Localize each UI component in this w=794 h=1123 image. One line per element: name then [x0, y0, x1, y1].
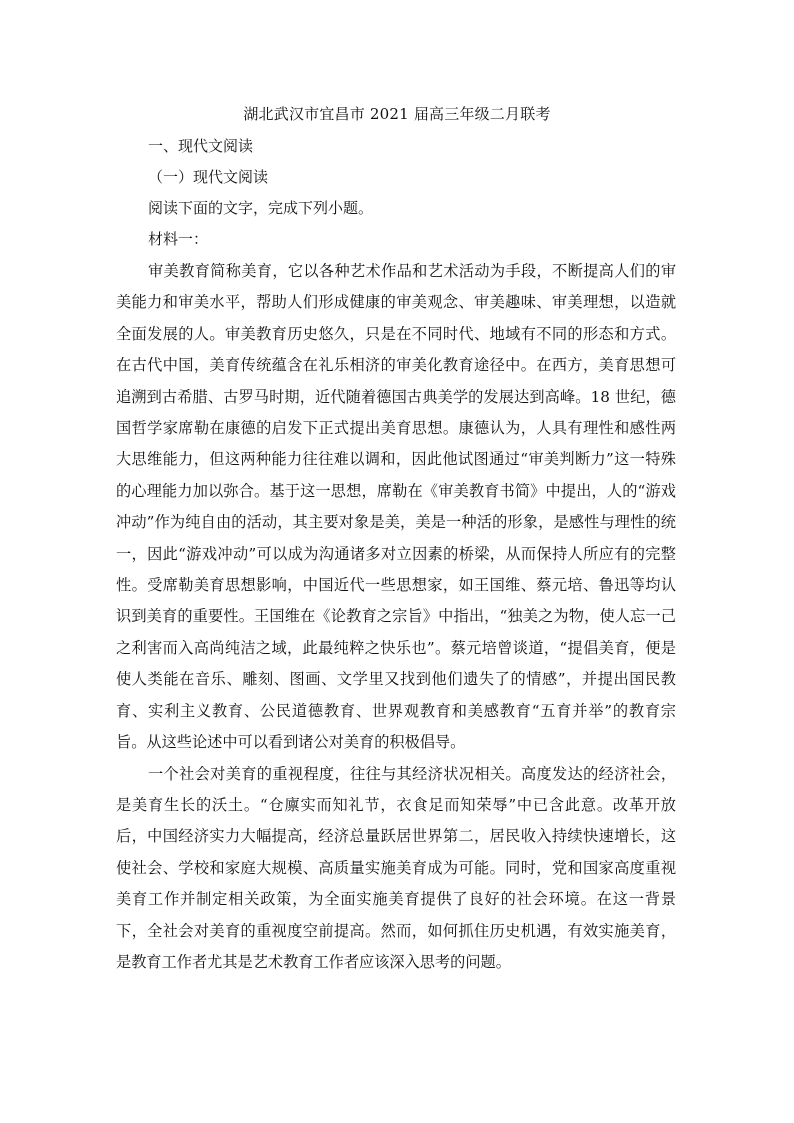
- section-heading: 一、现代文阅读: [148, 137, 254, 155]
- material-label: 材料一：: [148, 230, 209, 248]
- subsection-heading: （一）现代文阅读: [148, 168, 269, 186]
- reading-instruction: 阅读下面的文字，完成下列小题。: [148, 199, 374, 217]
- exam-title: 湖北武汉市宜昌市 2021 届高三年级二月联考: [243, 105, 551, 123]
- article-body: [116, 256, 676, 978]
- paragraph-2: 一个社会对美育的重视程度，往往与其经济状况相关。高度发达的经济社会，是美育生长的沃土。“仓廪实而知礼节，衣食足而知荣辱”中已含此意。改革开放后，中国经济实力大幅提高，经济总量跃居世界第二，居民收入持续快速增长，这使社会、学校和家庭大规模、高质量实施美育成为可能。同时，党和国家高度重视美育工作并制定相关政策，为全面实施美育提供了良好的社会环境。在这一背景下，全社会对美育的重视度空前提高。然而，如何抓住历史机遇，有效实施美育，是教育工作者尤其是艺术教育工作者应该深入思考的问题。: [116, 764, 676, 971]
- paragraph-1: 审美教育简称美育，它以各种艺术作品和艺术活动为手段，不断提高人们的审美能力和审美水平，帮助人们形成健康的审美观念、审美趣味、审美理想，以造就全面发展的人。审美教育历史悠久，只是在不同时代、地域有不同的形态和方式。在古代中国，美育传统蕴含在礼乐相济的审美化教育途径中。在西方，美育思想可追溯到古希腊、古罗马时期，近代随着德国古典美学的发展达到高峰。18 世纪，德国哲学家席勒在康德的启发下正式提出美育思想。康德认为，人具有理性和感性两大思维能力，但这两种能力往往难以调和，因此他试图通过“审美判断力”这一特殊的心理能力加以弥合。基于这一思想，席勒在《审美教育书简》中提出，人的“游戏冲动”作为纯自由的活动，其主要对象是美，美是一种活的形象，是感性与理性的统一，因此“游戏冲动”可以成为沟通诸多对立因素的桥梁，从而保持人所应有的完整性。受席勒美育思想影响，中国近代一些思想家，如王国维、蔡元培、鲁迅等均认识到美育的重要性。王国维在《论教育之宗旨》中指出，“独美之为物，使人忘一己之利害而入高尚纯洁之域，此最纯粹之快乐也”。蔡元培曾谈道，“提倡美育，便是使人类能在音乐、雕刻、图画、文学里又找到他们遗失了的情感”，并提出国民教育、实利主义教育、公民道德教育、世界观教育和美感教育“五育并举”的教育宗旨。从这些论述中可以看到诸公对美育的积极倡导。: [116, 262, 676, 752]
